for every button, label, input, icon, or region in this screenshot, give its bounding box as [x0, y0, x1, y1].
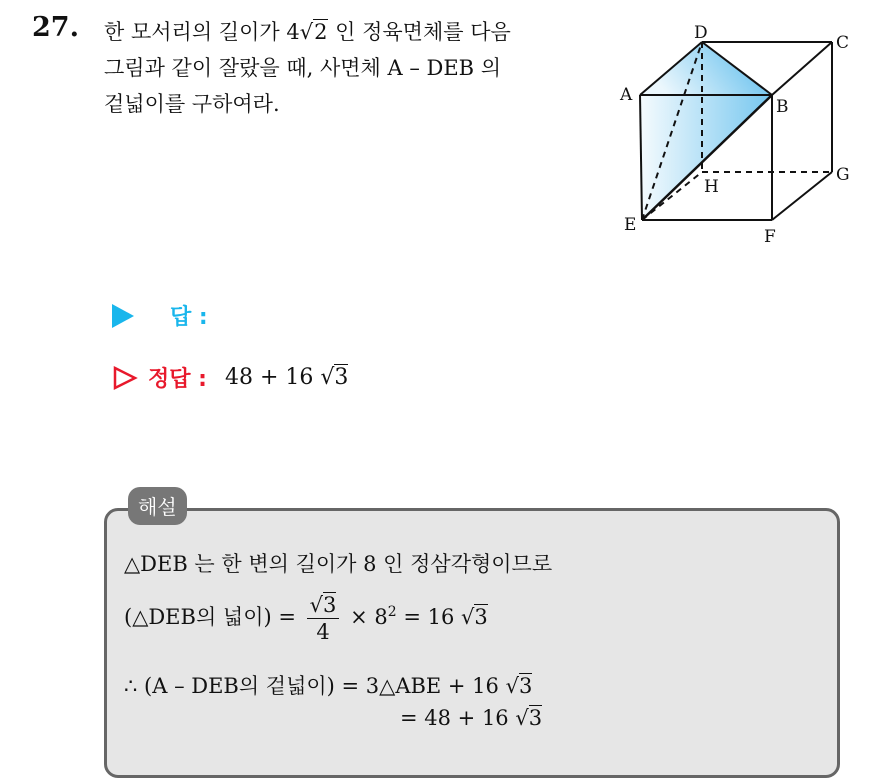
correct-answer-label: 정답 : — [148, 367, 207, 392]
explanation-line-2-pre: (△DEB의 넓이) = — [124, 605, 296, 629]
question-line-1-radicand: 2 — [314, 20, 328, 44]
explanation-line-2: (△DEB의 넓이) = $\frac{√3}{4}$ × $8^2 = 16$ √3 — [124, 593, 488, 644]
question-line-1-post: 인 정육면체를 다음 — [328, 20, 511, 44]
explanation-line-4: = 48 + 16 √3 — [400, 706, 543, 730]
label-E: E — [624, 215, 637, 235]
label-F: F — [764, 227, 776, 247]
explanation-line-2-exponent: 2 — [387, 604, 397, 620]
question-line-1-pre: 한 모서리의 길이가 4 — [104, 20, 300, 44]
explanation-line-3: ∴ (A – DEB의 겉넓이) = 3△ABE + 16 √3 — [124, 674, 533, 698]
answer-label: 답 : — [170, 305, 208, 330]
correct-answer-value: 48 + 16 √3 — [224, 365, 349, 390]
label-A: A — [620, 85, 633, 105]
label-H: H — [704, 177, 719, 197]
fraction-numerator: √3 — [307, 592, 340, 619]
fraction-numerator-radicand: 3 — [323, 593, 337, 617]
question-line-2: 그림과 같이 잘랐을 때, 사면체 A – DEB 의 — [104, 56, 502, 80]
explanation-line-2-radicand: 3 — [474, 605, 488, 629]
correct-value-pre: 48 + 16 — [224, 365, 314, 390]
question-text — [104, 14, 594, 122]
explanation-tab: 해설 — [128, 487, 187, 525]
explanation-line-1: △DEB 는 한 변의 길이가 8 인 정삼각형이므로 — [124, 552, 553, 576]
label-B: B — [776, 97, 789, 117]
triangle-outline-icon — [112, 365, 138, 391]
label-G: G — [836, 165, 850, 185]
explanation-line-2-result: = 16 — [403, 605, 455, 629]
fraction — [307, 592, 340, 645]
label-D: D — [694, 23, 708, 43]
label-C: C — [836, 33, 850, 53]
explanation-line-3-pre: ∴ (A – DEB의 겉넓이) = 3△ABE + 16 — [124, 674, 499, 698]
face-ADB — [640, 42, 772, 95]
sqrt-symbol: √2 — [299, 20, 328, 44]
question-number: 27. — [32, 12, 79, 43]
question-line-3: 겉넓이를 구하여라. — [104, 92, 280, 116]
correct-value-radicand: 3 — [334, 365, 349, 390]
explanation-line-2-mult: × 8 — [350, 605, 388, 629]
explanation-line-3-radicand: 3 — [518, 674, 533, 698]
triangle-arrow-icon — [112, 304, 134, 328]
explanation-line-4-pre: = 48 + 16 — [400, 706, 509, 730]
correct-answer-row — [112, 362, 348, 393]
fraction-denominator: 4 — [316, 620, 330, 644]
question-line-1 — [104, 14, 594, 50]
explanation-line-4-radicand: 3 — [528, 706, 543, 730]
cube-figure — [612, 20, 862, 250]
answer-row — [112, 300, 208, 331]
